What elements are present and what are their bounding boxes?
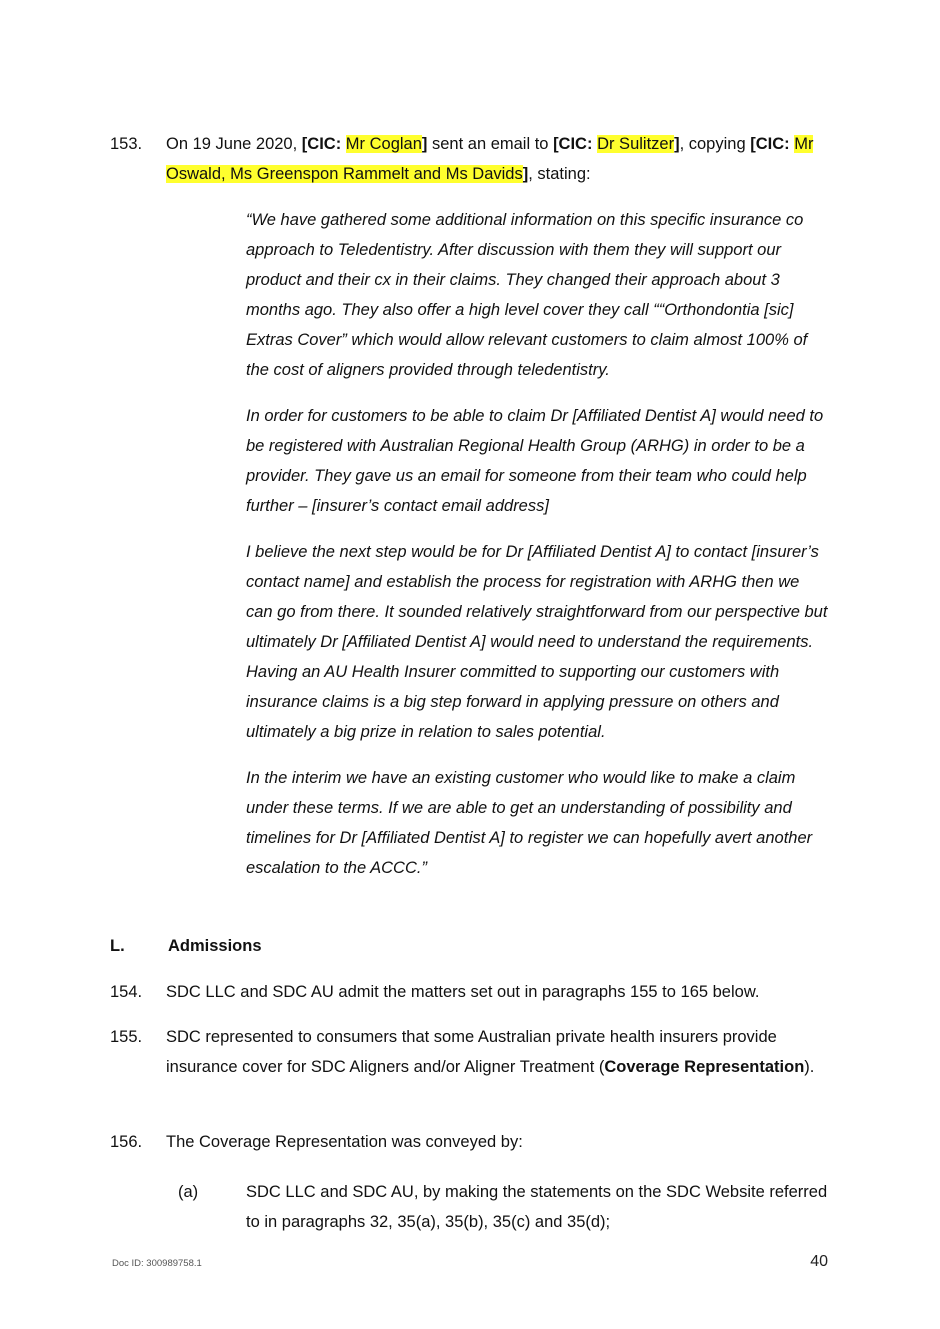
paragraph-text: SDC LLC and SDC AU admit the matters set out in paragraphs 155 to 165 below.: [166, 983, 760, 1001]
page-number: 40: [810, 1253, 828, 1270]
paragraph-text: The Coverage Representation was conveyed by:: [166, 1133, 523, 1151]
paragraph-number: 155.: [110, 1028, 143, 1046]
quote-paragraph: In the interim we have an existing customer who would like to make a claim under these terms. If we are able to get an understanding of possibility and timelines for Dr [Affiliated Dentist A] to register we can hopefully avert another escalation to the ACCC.”: [246, 769, 813, 877]
section-title: Admissions: [168, 937, 262, 955]
paragraph-154: [110, 977, 830, 1007]
paragraph-153: [110, 129, 830, 189]
paragraph-156: [110, 1127, 830, 1157]
quote-paragraph: In order for customers to be able to claim Dr [Affiliated Dentist A] would need to be registered with Australian Regional Health Group (ARHG) in order to be a provider. They gave us an email for someone from their team who could help further – [insurer’s contact email address]: [246, 407, 824, 515]
email-quote: [246, 205, 830, 899]
cic-marker: [CIC:: [301, 135, 346, 153]
section-number: L.: [110, 937, 125, 955]
quote-paragraph: I believe the next step would be for Dr [Affiliated Dentist A] to contact [insurer’s contact name] and establish the process for registration with ARHG then we can go from there. It sounded relatively straightforward from our perspective but ultimately Dr [Affiliated Dentist A] would need to understand the requirements. Having an AU Health Insurer committed to supporting our customers with insurance claims is a big step forward in applying pressure on others and ultimately a big prize in relation to sales potential.: [246, 543, 828, 741]
paragraph-155: [110, 1022, 830, 1082]
paragraph-number: 156.: [110, 1133, 143, 1151]
paragraph-text: On 19 June 2020, [CIC: Mr Coglan] sent an email to [CIC: Dr Sulitzer], copying [CIC: Mr Oswald, Ms Greenspon Rammelt and Ms Davids], stating:: [166, 135, 814, 183]
cic-marker: [CIC:: [553, 135, 598, 153]
paragraph-text: SDC represented to consumers that some Australian private health insurers provide insurance cover for SDC Aligners and/or Aligner Treatment (Coverage Representation).: [166, 1028, 815, 1076]
defined-term: Coverage Representation: [604, 1058, 805, 1076]
subparagraph-letter: (a): [178, 1183, 199, 1201]
cic-marker: [CIC:: [750, 135, 790, 153]
subparagraph-text: SDC LLC and SDC AU, by making the statements on the SDC Website referred to in paragraphs 32, 35(a), 35(b), 35(c) and 35(d);: [246, 1183, 828, 1231]
highlighted-names: Mr Oswald, Ms Greenspon Rammelt and Ms Davids: [166, 135, 814, 183]
quote-paragraph: “We have gathered some additional information on this specific insurance co approach to Teledentistry. After discussion with them they will support our product and their cx in their claims. They changed their approach about 3 months ago. They also offer a high level cover they call ““Orthondontia [sic] Extras Cover” which would allow relevant customers to claim almost 100% of the cost of aligners provided through teledentistry.: [246, 211, 808, 379]
document-id: Doc ID: 300989758.1: [112, 1258, 202, 1269]
paragraph-number: 154.: [110, 983, 143, 1001]
highlighted-name: Dr Sulitzer: [597, 135, 675, 153]
subparagraph-a: [178, 1177, 830, 1237]
highlighted-name: Mr Coglan: [345, 135, 422, 153]
section-heading: [110, 931, 262, 961]
paragraph-number: 153.: [110, 135, 143, 153]
